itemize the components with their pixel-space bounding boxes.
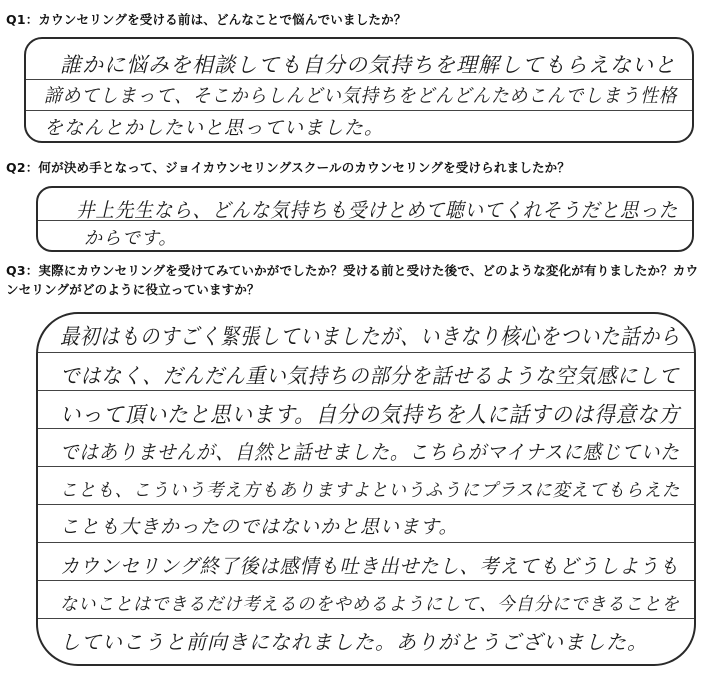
q1-answer-line-1: 誰かに悩みを相談しても自分の気持ちを理解してもらえないと — [60, 53, 676, 77]
q2-answer-box — [36, 186, 694, 252]
q2-question: Q2：何が決め手となって、ジョイカウンセリングスクールのカウンセリングを受けられましたか？ — [6, 160, 571, 175]
ruled-line — [38, 504, 694, 505]
q1-answer-box — [24, 37, 694, 143]
ruled-line — [38, 466, 694, 467]
q3-answer-box — [36, 312, 696, 666]
ruled-line — [38, 390, 694, 391]
q3-answer-line-9: していこうと前向きになれました。ありがとうございました。 — [60, 630, 648, 654]
q3-answer-line-3: いって頂いたと思います。自分の気持ちを人に話すのは得意な方 — [60, 403, 681, 428]
ruled-line — [26, 79, 692, 80]
q3-question: Q3：実際にカウンセリングを受けてみていかがでしたか？受ける前と受けた後で、どのような変化が有りましたか？カウンセリングがどのように役立っていますか？ — [6, 263, 699, 297]
q3-answer-line-8: ないことはできるだけ考えるのをやめるようにして、今自分にできることを — [60, 594, 680, 615]
q2-answer-line-1: 井上先生なら、どんな気持ちも受けとめて聴いてくれそうだと思った — [76, 198, 679, 222]
q3-answer-line-4: ではありませんが、自然と話せました。こちらがマイナスに感じていた — [60, 440, 680, 464]
ruled-line — [38, 580, 694, 581]
q3-answer-line-7: カウンセリング終了後は感情も吐き出せたし、考えてもどうしようも — [60, 554, 680, 578]
q1-question: Q1：カウンセリングを受ける前は、どんなことで悩んでいましたか？ — [6, 12, 407, 27]
ruled-line — [26, 110, 692, 111]
q1-answer-line-2: 諦めてしまって、そこからしんどい気持ちをどんどんためこんでしまう性格 — [44, 85, 678, 107]
ruled-line — [38, 352, 694, 353]
q1-answer-line-3: をなんとかしたいと思っていました。 — [44, 117, 385, 139]
ruled-line — [38, 618, 694, 619]
q3-answer-line-5: ことも、こういう考え方もありますよというふうにプラスに変えてもらえた — [60, 480, 681, 501]
q3-answer-line-2: ではなく、だんだん重い気持ちの部分を話せるような空気感にして — [60, 364, 680, 388]
ruled-line — [38, 542, 694, 543]
q3-answer-line-1: 最初はものすごく緊張していましたが、いきなり核心をついた話から — [60, 325, 681, 350]
q2-answer-line-2: からです。 — [84, 228, 178, 249]
q3-answer-line-6: ことも大きかったのではないかと思います。 — [60, 516, 459, 538]
